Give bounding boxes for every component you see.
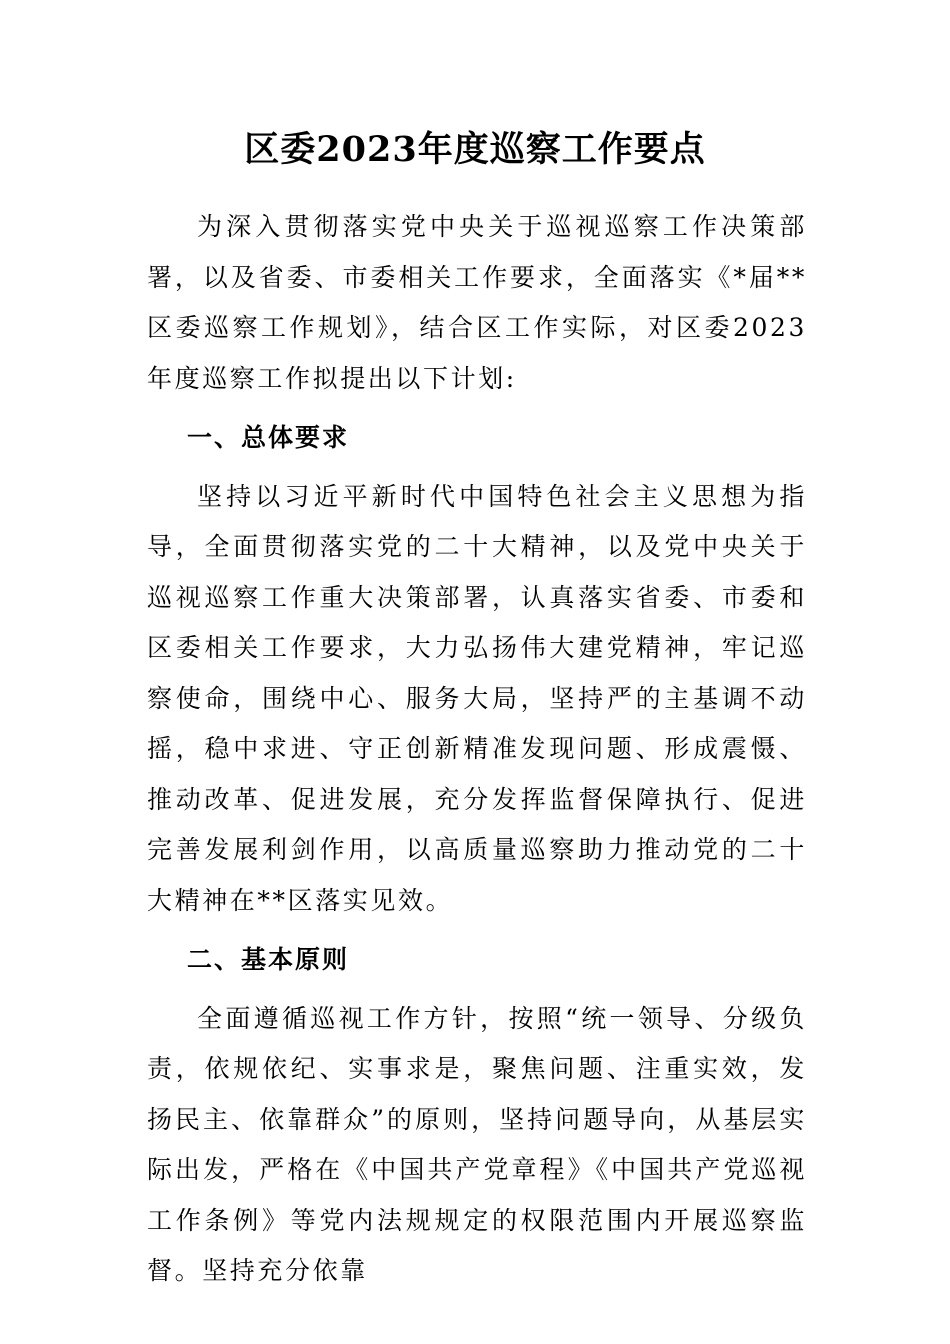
section-heading-basic-principles: 二、基本原则: [187, 945, 350, 974]
section-paragraph-general-requirements: 坚持以习近平新时代中国特色社会主义思想为指导，全面贯彻落实党的二十大精神，以及党中央关于巡视巡察工作重大决策部署，认真落实省委、市委和区委相关工作要求，大力弘扬伟大建党精神，牢记巡察使命，围绕中心、服务大局，坚持严的主基调不动摇，稳中求进、守正创新精准发现问题、形成震慑、推动改革、促进发展，充分发挥监督保障执行、促进完善发展利剑作用，以高质量巡察助力推动党的二十大精神在**区落实见效。: [147, 481, 807, 915]
section-heading-general-requirements: 一、总体要求: [187, 423, 350, 452]
document-body: [147, 202, 807, 1297]
intro-paragraph: 为深入贯彻落实党中央关于巡视巡察工作决策部署，以及省委、市委相关工作要求，全面落实《*届**区委巡察工作规划》，结合区工作实际，对区委2023年度巡察工作拟提出以下计划:: [147, 212, 807, 393]
document-title: 区委2023年度巡察工作要点: [244, 129, 706, 170]
section-paragraph-basic-principles: 全面遵循巡视工作方针，按照“统一领导、分级负责，依规依纪、实事求是，聚焦问题、注重实效，发扬民主、依靠群众”的原则，坚持问题导向，从基层实际出发，严格在《中国共产党章程》《中国共产党巡视工作条例》等党内法规规定的权限范围内开展巡察监督。坚持充分依靠: [147, 1003, 807, 1285]
